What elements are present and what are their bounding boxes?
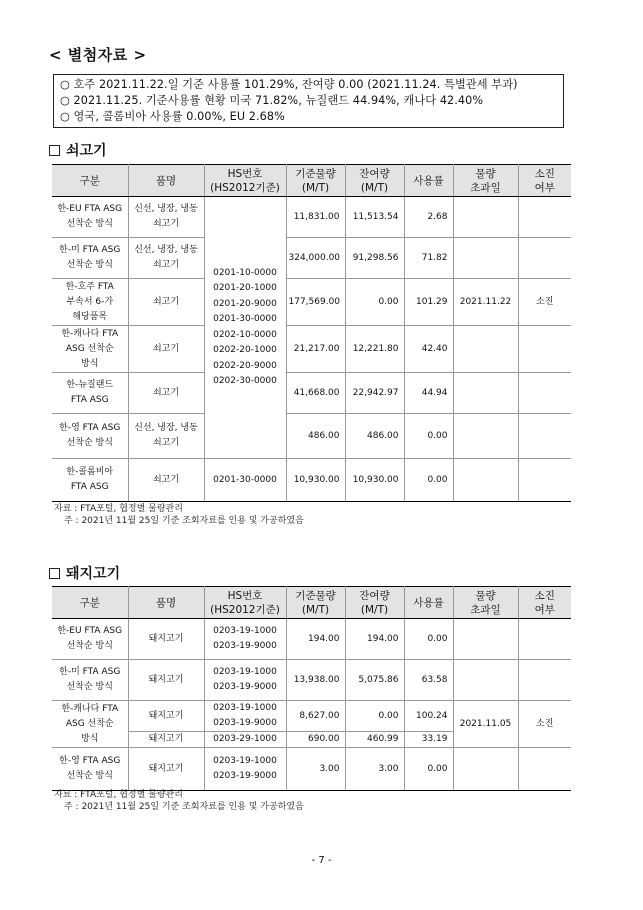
- usage-rate-cell: 44.94: [404, 373, 453, 414]
- table-row: [52, 238, 571, 279]
- hs-code-cell: 0203-19-1000 0203-19-9000: [204, 701, 286, 732]
- fta-cell: 한-EU FTA ASG 선착순 방식: [52, 197, 128, 238]
- summary-line: ○ 호주 2021.11.22.일 기준 사용률 101.29%, 잔여량 0.00 (2021.11.24. 특별관세 부과): [60, 78, 518, 91]
- remain-qty-cell: 10,930.00: [345, 459, 404, 502]
- table-row: [52, 326, 571, 373]
- item-cell: 쇠고기: [128, 373, 204, 414]
- header-cell: 소진 여부: [518, 587, 571, 619]
- exhausted-cell: [518, 238, 571, 279]
- exhausted-cell: 소진: [518, 701, 571, 748]
- exceed-date-cell: 2021.11.22: [453, 279, 518, 326]
- table-row: [52, 279, 571, 326]
- header-cell: 잔여량 (M/T): [345, 165, 404, 197]
- exhausted-cell: [518, 619, 571, 660]
- item-cell: 돼지고기: [128, 660, 204, 701]
- usage-rate-cell: 0.00: [404, 748, 453, 791]
- remain-qty-cell: 91,298.56: [345, 238, 404, 279]
- base-qty-cell: 3.00: [286, 748, 345, 791]
- header-cell: 사용률: [404, 165, 453, 197]
- item-cell: 돼지고기: [128, 619, 204, 660]
- remain-qty-cell: 460.99: [345, 732, 404, 748]
- beef-table: [52, 164, 571, 502]
- header-cell: 사용률: [404, 587, 453, 619]
- base-qty-cell: 21,217.00: [286, 326, 345, 373]
- usage-rate-cell: 100.24: [404, 701, 453, 732]
- base-qty-cell: 10,930.00: [286, 459, 345, 502]
- base-qty-cell: 41,668.00: [286, 373, 345, 414]
- exceed-date-cell: [453, 619, 518, 660]
- exceed-date-cell: 2021.11.05: [453, 701, 518, 748]
- usage-rate-cell: 0.00: [404, 459, 453, 502]
- page-number: - 7 -: [311, 855, 332, 866]
- exceed-date-cell: [453, 459, 518, 502]
- base-qty-cell: 690.00: [286, 732, 345, 748]
- remain-qty-cell: 11,513.54: [345, 197, 404, 238]
- source-note: 자료 : FTA포털, 협정별 물량관리 주 : 2021년 11월 25일 기준 조회자료를 인용 및 가공하였음: [54, 504, 304, 526]
- exceed-date-cell: [453, 748, 518, 791]
- usage-rate-cell: 63.58: [404, 660, 453, 701]
- fta-cell: 한-콜롬비아 FTA ASG: [52, 459, 128, 502]
- hs-code-cell: 0203-19-1000 0203-19-9000: [204, 748, 286, 791]
- item-cell: 쇠고기: [128, 279, 204, 326]
- remain-qty-cell: 3.00: [345, 748, 404, 791]
- usage-rate-cell: 0.00: [404, 619, 453, 660]
- remain-qty-cell: 22,942.97: [345, 373, 404, 414]
- remain-qty-cell: 486.00: [345, 414, 404, 459]
- remain-qty-cell: 194.00: [345, 619, 404, 660]
- header-cell: HS번호 (HS2012기준): [204, 587, 286, 619]
- exceed-date-cell: [453, 373, 518, 414]
- exhausted-cell: [518, 326, 571, 373]
- item-cell: 신선, 냉장, 냉동 쇠고기: [128, 197, 204, 238]
- table-row: [52, 660, 571, 701]
- table-row: [52, 619, 571, 660]
- item-cell: 돼지고기: [128, 701, 204, 732]
- exhausted-cell: 소진: [518, 279, 571, 326]
- header-cell: 품명: [128, 587, 204, 619]
- item-cell: 쇠고기: [128, 459, 204, 502]
- base-qty-cell: 194.00: [286, 619, 345, 660]
- exhausted-cell: [518, 660, 571, 701]
- remain-qty-cell: 0.00: [345, 279, 404, 326]
- fta-cell: 한-EU FTA ASG 선착순 방식: [52, 619, 128, 660]
- fta-cell: 한-미 FTA ASG 선착순 방식: [52, 660, 128, 701]
- item-cell: 돼지고기: [128, 748, 204, 791]
- summary-line: ○ 2021.11.25. 기준사용률 현황 미국 71.82%, 뉴질랜드 44.94%, 캐나다 42.40%: [60, 94, 484, 107]
- checkbox-square-icon: [49, 145, 60, 156]
- hs-code-cell: 0203-29-1000: [204, 732, 286, 748]
- section-heading-pork: 돼지고기: [49, 563, 120, 583]
- summary-box: [53, 74, 564, 128]
- remain-qty-cell: 0.00: [345, 701, 404, 732]
- table-row: [52, 748, 571, 791]
- exceed-date-cell: [453, 414, 518, 459]
- base-qty-cell: 324,000.00: [286, 238, 345, 279]
- table-row: [52, 373, 571, 414]
- header-cell: 기준물량 (M/T): [286, 587, 345, 619]
- header-cell: 물량 초과일: [453, 587, 518, 619]
- base-qty-cell: 177,569.00: [286, 279, 345, 326]
- page-title: < 별첨자료 >: [49, 46, 147, 64]
- hs-code-cell: 0201-10-0000 0201-20-1000 0201-20-9000 0201-30-0000 0202-10-0000 0202-20-1000 0202-20-9000 0202-30-0000: [204, 197, 286, 459]
- fta-cell: 한-캐나다 FTA ASG 선착순 방식: [52, 701, 128, 748]
- exhausted-cell: [518, 414, 571, 459]
- fta-cell: 한-캐나다 FTA ASG 선착순 방식: [52, 326, 128, 373]
- header-cell: 소진 여부: [518, 165, 571, 197]
- base-qty-cell: 11,831.00: [286, 197, 345, 238]
- usage-rate-cell: 0.00: [404, 414, 453, 459]
- header-cell: 물량 초과일: [453, 165, 518, 197]
- exceed-date-cell: [453, 197, 518, 238]
- hs-code-cell: 0201-30-0000: [204, 459, 286, 502]
- exceed-date-cell: [453, 326, 518, 373]
- item-cell: 신선, 냉장, 냉동 쇠고기: [128, 238, 204, 279]
- header-cell: 잔여량 (M/T): [345, 587, 404, 619]
- base-qty-cell: 486.00: [286, 414, 345, 459]
- base-qty-cell: 8,627.00: [286, 701, 345, 732]
- header-cell: 기준물량 (M/T): [286, 165, 345, 197]
- summary-line: ○ 영국, 콜롬비아 사용률 0.00%, EU 2.68%: [60, 110, 285, 123]
- fta-cell: 한-뉴질랜드 FTA ASG: [52, 373, 128, 414]
- exhausted-cell: [518, 197, 571, 238]
- header-cell: 구분: [52, 165, 128, 197]
- usage-rate-cell: 101.29: [404, 279, 453, 326]
- fta-cell: 한-미 FTA ASG 선착순 방식: [52, 238, 128, 279]
- fta-cell: 한-영 FTA ASG 선착순 방식: [52, 414, 128, 459]
- pork-table: [52, 586, 571, 791]
- remain-qty-cell: 5,075.86: [345, 660, 404, 701]
- header-cell: 품명: [128, 165, 204, 197]
- section-heading-beef: 쇠고기: [49, 140, 107, 160]
- exhausted-cell: [518, 459, 571, 502]
- usage-rate-cell: 42.40: [404, 326, 453, 373]
- table-header-row: [52, 165, 571, 197]
- table-row: [52, 414, 571, 459]
- fta-cell: 한-호주 FTA 부속서 6-가 해당품목: [52, 279, 128, 326]
- table-row: [52, 701, 571, 732]
- exceed-date-cell: [453, 660, 518, 701]
- item-cell: 신선, 냉장, 냉동 쇠고기: [128, 414, 204, 459]
- checkbox-square-icon: [49, 568, 60, 579]
- remain-qty-cell: 12,221.80: [345, 326, 404, 373]
- item-cell: 돼지고기: [128, 732, 204, 748]
- usage-rate-cell: 71.82: [404, 238, 453, 279]
- base-qty-cell: 13,938.00: [286, 660, 345, 701]
- table-header-row: [52, 587, 571, 619]
- source-note: 자료 : FTA포털, 협정별 물량관리 주 : 2021년 11월 25일 기준 조회자료를 인용 및 가공하였음: [54, 790, 304, 812]
- header-cell: HS번호 (HS2012기준): [204, 165, 286, 197]
- usage-rate-cell: 2.68: [404, 197, 453, 238]
- exhausted-cell: [518, 373, 571, 414]
- table-row: [52, 459, 571, 502]
- fta-cell: 한-영 FTA ASG 선착순 방식: [52, 748, 128, 791]
- hs-code-cell: 0203-19-1000 0203-19-9000: [204, 660, 286, 701]
- header-cell: 구분: [52, 587, 128, 619]
- item-cell: 쇠고기: [128, 326, 204, 373]
- hs-code-cell: 0203-19-1000 0203-19-9000: [204, 619, 286, 660]
- table-row: [52, 197, 571, 238]
- exhausted-cell: [518, 748, 571, 791]
- usage-rate-cell: 33.19: [404, 732, 453, 748]
- exceed-date-cell: [453, 238, 518, 279]
